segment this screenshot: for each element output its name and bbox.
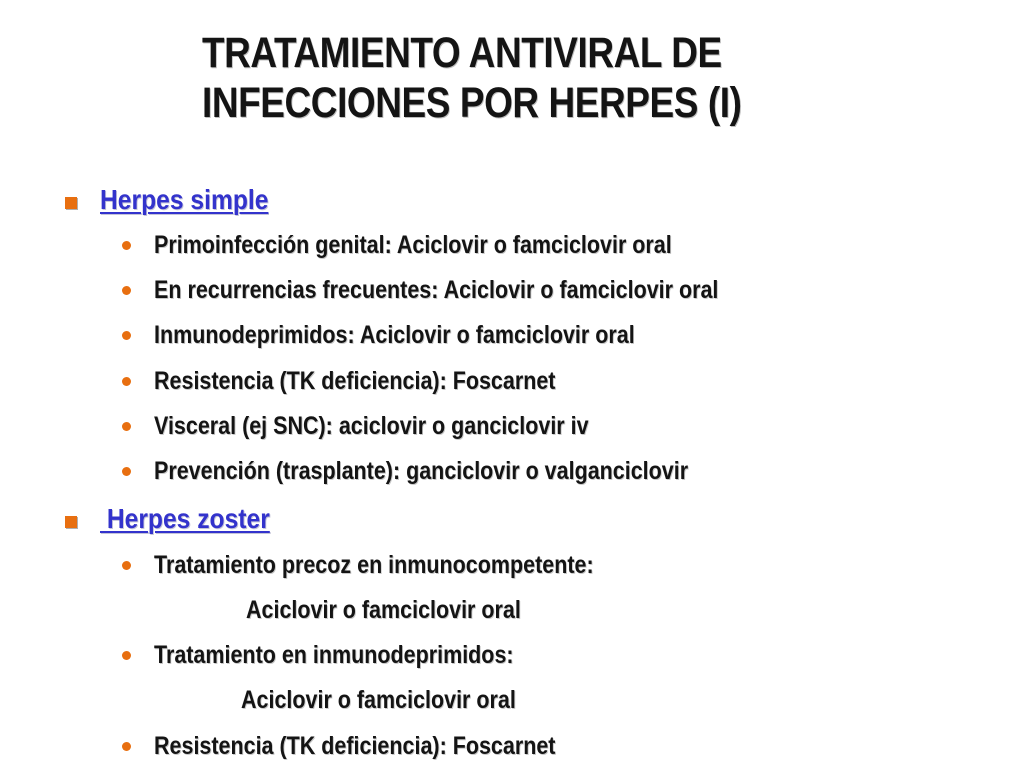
- section-heading-herpes-simple: Herpes simple: [100, 184, 269, 215]
- square-bullet-icon: [65, 197, 77, 209]
- list-item: Resistencia (TK deficiencia): Foscarnet: [154, 367, 556, 395]
- round-bullet-icon: [122, 422, 131, 431]
- round-bullet-icon: [122, 561, 131, 570]
- list-item: Resistencia (TK deficiencia): Foscarnet: [154, 732, 556, 760]
- list-item: Primoinfección genital: Aciclovir o famciclovir oral: [154, 231, 672, 259]
- round-bullet-icon: [122, 742, 131, 751]
- round-bullet-icon: [122, 241, 131, 250]
- round-bullet-icon: [122, 467, 131, 476]
- list-item: Tratamiento en inmunodeprimidos:: [154, 641, 514, 669]
- list-item: Prevención (trasplante): ganciclovir o valganciclovir: [154, 457, 689, 485]
- section-heading-herpes-zoster: Herpes zoster: [100, 503, 270, 534]
- list-item-continuation: Aciclovir o famciclovir oral: [241, 686, 516, 714]
- list-item: Tratamiento precoz en inmunocompetente:: [154, 551, 594, 579]
- list-item: Visceral (ej SNC): aciclovir o ganciclovir iv: [154, 412, 589, 440]
- title-line-2: INFECCIONES POR HERPES (I): [202, 79, 742, 127]
- list-item: Inmunodeprimidos: Aciclovir o famciclovir oral: [154, 321, 635, 349]
- round-bullet-icon: [122, 331, 131, 340]
- list-item: En recurrencias frecuentes: Aciclovir o famciclovir oral: [154, 276, 719, 304]
- round-bullet-icon: [122, 651, 131, 660]
- list-item-continuation: Aciclovir o famciclovir oral: [246, 596, 521, 624]
- square-bullet-icon: [65, 516, 77, 528]
- round-bullet-icon: [122, 286, 131, 295]
- title-line-1: TRATAMIENTO ANTIVIRAL DE: [202, 29, 722, 77]
- round-bullet-icon: [122, 377, 131, 386]
